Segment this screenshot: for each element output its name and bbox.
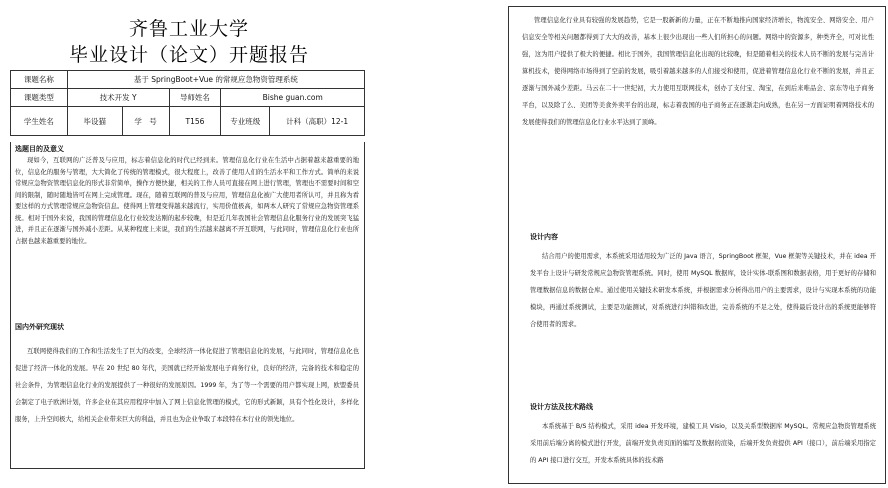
info-table [10, 70, 365, 136]
type-value: 技术开发 Y [67, 89, 169, 107]
method-paragraph: 本系统基于 B/S 结构模式，采用 idea 开发环境，建模工具 Visio，以及关系型数据库 MySQL。常规应急物资管理系统采用前后端分离的模式进行开发，前端开发负责页面的编写及数据的渲染，后端开发负责提供 API（接口），前后端采用指定的 API 接口进行交互，开发本系统具体的技术路 [530, 423, 876, 464]
purpose-paragraph: 现如今，互联网的广泛普及与应用，标志着信息化的时代已经到来。管理信息化行业在生活中占据着越来越重要的地位，信息化的服务与管理，大大简化了传统的管理模式，很大程度上，改善了使用人们的生活水平和工作方式。简单的来说常规应急物资管理信息化的形式非常简单，操作方便快捷，相关的工作人员可直接在网上进行管理，管理也不需要时间和空间的限制，随时随地皆可在网上完成管理。现在，随着互联网的普及与应用，管理信息化被广大使用者所认可，并且称为看要这样的方式管理常规应急物资信息。使得网上管理变得越来越流行，实用价值极高，如两本人研究了常规应急物资管理系统。相对于国外来说，我国的管理信息化行业较发达刚的起步较晚，但是近几年我国社会管理信息化服务行业的发展突飞猛进，并且正在逐渐与国外减小差距。从某种程度上来说，我们的生活越来越离不开互联网，与此同时，管理信息化行业也所占据也越来越重要的地位。 [15, 157, 359, 245]
advisor-value: Bishe guan.com [221, 89, 365, 107]
class-label: 专业班级 [221, 107, 270, 136]
student-label: 学生姓名 [11, 107, 68, 136]
topic-value: 基于 SpringBoot+Vue 的常规应急物资管理系统 [67, 71, 364, 89]
report-title: 毕业设计（论文）开题报告 [68, 44, 309, 66]
right-page [508, 0, 888, 488]
research-paragraph: 互联网使得我们的工作和生活发生了巨大的改变，全球经济一体化促进了管理信息化的发展，与此同时，管理信息化也促进了经济一体化的发展。早在 20 世纪 80 年代，美国就已经开始发展电子商务行业，良好的经济，完备的技术和稳定的社会条件，为管理信息化行业的发展提供了一种很好的发展原因。1999 年，为了等一个需要的用户都实现上网，欧盟委员会制定了电子欧洲计划，许多企业在其应用程序中加入了网上信息化管理的模式，它的形式新颖，具有个性化设计，多样化服务，上升空间极大，给相关企业带来巨大的利益，并且也为企业争取了本段特在本行业的领先地位。 [15, 348, 359, 423]
university-name: 齐鲁工业大学 [128, 18, 249, 40]
research-heading: 国内外研究现状 [15, 323, 64, 331]
left-page [0, 0, 378, 488]
student-value: 毕设猫 [67, 107, 122, 136]
purpose-heading: 选题目的及意义 [15, 145, 64, 153]
advisor-label: 导师姓名 [169, 89, 221, 107]
class-value: 计科（高职）12-1 [270, 107, 365, 136]
content-paragraph: 结合用户的使用需求，本系统采用适用较为广泛的 Java 语言，SpringBoot 框架，Vue 框架等关键技术，并在 idea 开发平台上设计与研发常规应急物资管理系统。同时，使用 MySQL 数据库，设计实体-联系图和数据表格，用于更好的存储和管理数据信息的数据仓库。通过使用关键技术研发本系统，并根据需求分析得出用户的主要需求，设计与实现本系统的功能模块，再通过系统测试，主要是功能测试，对系统进行纠错和改进，完善系统的不足之处，使得最后设计出的系统更能够符合使用者的需求。 [530, 253, 876, 328]
right-paragraph: 管理信息化行业具有较强的发展趋势，它是一股新新的力量，正在不断地推向国家经济增长，物流安全、网络安全、用户信息安全等相关问题都得到了大大的改善，基本上很少出现出一些人们所担心的问题。网络中的资源多，种类齐全，可对比性强，这为用户提供了极大的便捷。相比于国外，我国管理信息化出现的比较晚，但是随着相关的技术人员不断的发展与完善计算机技术，使得网络市场得到了空前的发展，吸引着越来越多的人们接受和使用，促进着管理信息化行业不断的发展，并且正逐渐与国外减少差距。马云在二十一世纪初，大力使用互联网技术，创办了支付宝、淘宝，在到后来唯品会、京东等电子商务平台，以及除了么、美团等美食外卖平台的出现，标志着我国的电子商务正在逐渐走向成熟，也在另一方面证明着网络技术的发展使得我们的管理信息化行业水平达到了顶峰。 [522, 17, 874, 126]
id-label: 学 号 [122, 107, 169, 136]
id-value: T156 [169, 107, 221, 136]
type-label: 课题类型 [11, 89, 68, 107]
method-heading: 设计方法及技术路线 [530, 403, 593, 411]
content-heading: 设计内容 [530, 233, 558, 241]
topic-label: 课题名称 [11, 71, 68, 89]
